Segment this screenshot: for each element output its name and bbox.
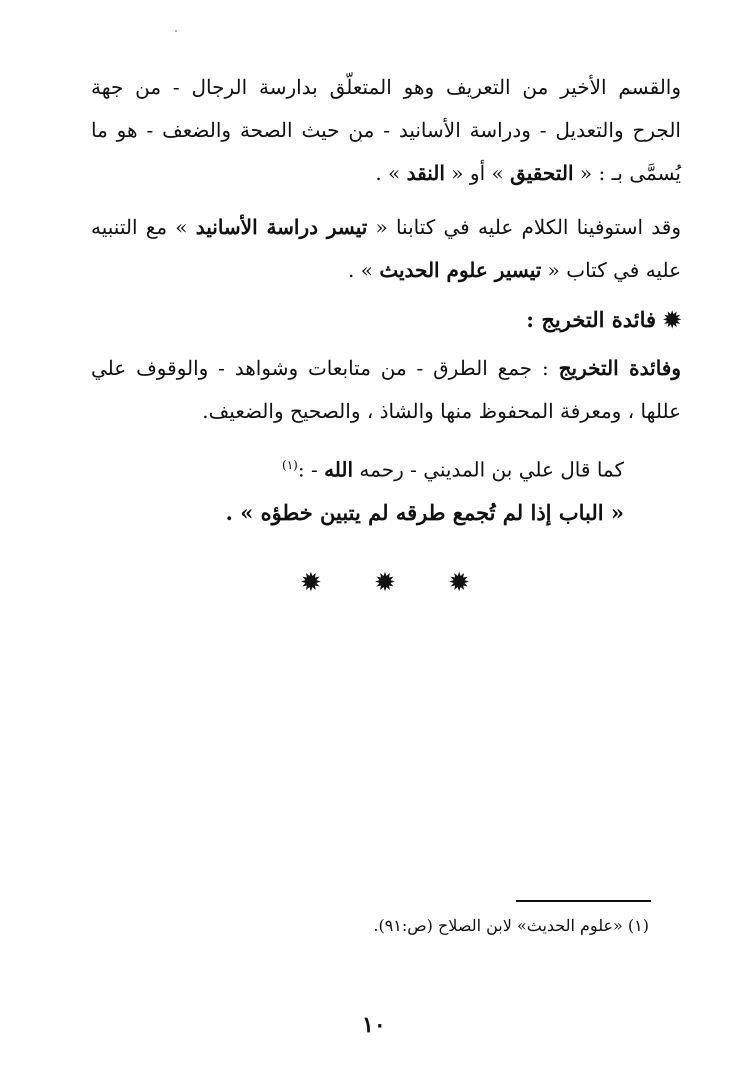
paragraph-scholar-criticism (91, 66, 681, 195)
star-icon: ✹ (374, 568, 396, 598)
paragraph-book-reference (91, 206, 681, 292)
section-divider (300, 566, 470, 600)
term-tahqiq: التحقيق (510, 161, 574, 185)
paragraph-benefit (91, 347, 681, 433)
footnote-separator (516, 900, 651, 902)
book-title-hadith-sciences: تيسير علوم الحديث (379, 258, 542, 282)
footnote-reference: (١) (282, 458, 298, 472)
quote-intro-allah: الله (324, 457, 354, 482)
paragraph1-text-1: والقسم الأخير من التعريف وهو المتعلّق بدارسة الرجال - من جهة الجرح والتعديل - ودراسة الأسانيد - من حيث الصحة والضعف - هو ما يُسمَّى بـ : « (91, 75, 681, 185)
paragraph2-text-3: » . (348, 258, 380, 282)
scan-speck (175, 30, 177, 32)
star-icon: ✹ (663, 307, 681, 332)
footnote: (١) «علوم الحديث» لابن الصلاح (ص:٩١). (373, 916, 649, 935)
section-heading-text: فائدة التخريج : (526, 307, 657, 332)
book-title-asanid: تيسر دراسة الأسانيد (195, 215, 368, 239)
page-number: ١٠ (362, 1012, 386, 1038)
paragraph3-text: : جمع الطرق - من متابعات وشواهد - والوقوف علي عللها ، ومعرفة المحفوظ منها والشاذ ، والصحيح والضعيف. (91, 356, 681, 423)
star-icon: ✹ (300, 568, 322, 598)
paragraph2-text-2: » مع التنبيه عليه في كتاب « (91, 215, 681, 282)
quote-intro-text-2: - : (297, 457, 325, 482)
quote-intro-text-1: كما قال علي بن المديني - رحمه (353, 457, 624, 482)
quote-text: « الباب إذا لم تُجمع طرقه لم يتبين خطؤه » . (225, 500, 624, 525)
star-icon: ✹ (448, 568, 470, 598)
paragraph3-lead: وفائدة التخريج (558, 356, 682, 380)
term-naqd: النقد (406, 161, 445, 185)
paragraph2-text-1: وقد استوفينا الكلام عليه في كتابنا « (367, 215, 681, 239)
section-heading (526, 303, 681, 337)
quote-intro (282, 448, 624, 487)
paragraph1-text-2: » أو « (444, 161, 511, 185)
paragraph1-text-3: » . (375, 161, 407, 185)
